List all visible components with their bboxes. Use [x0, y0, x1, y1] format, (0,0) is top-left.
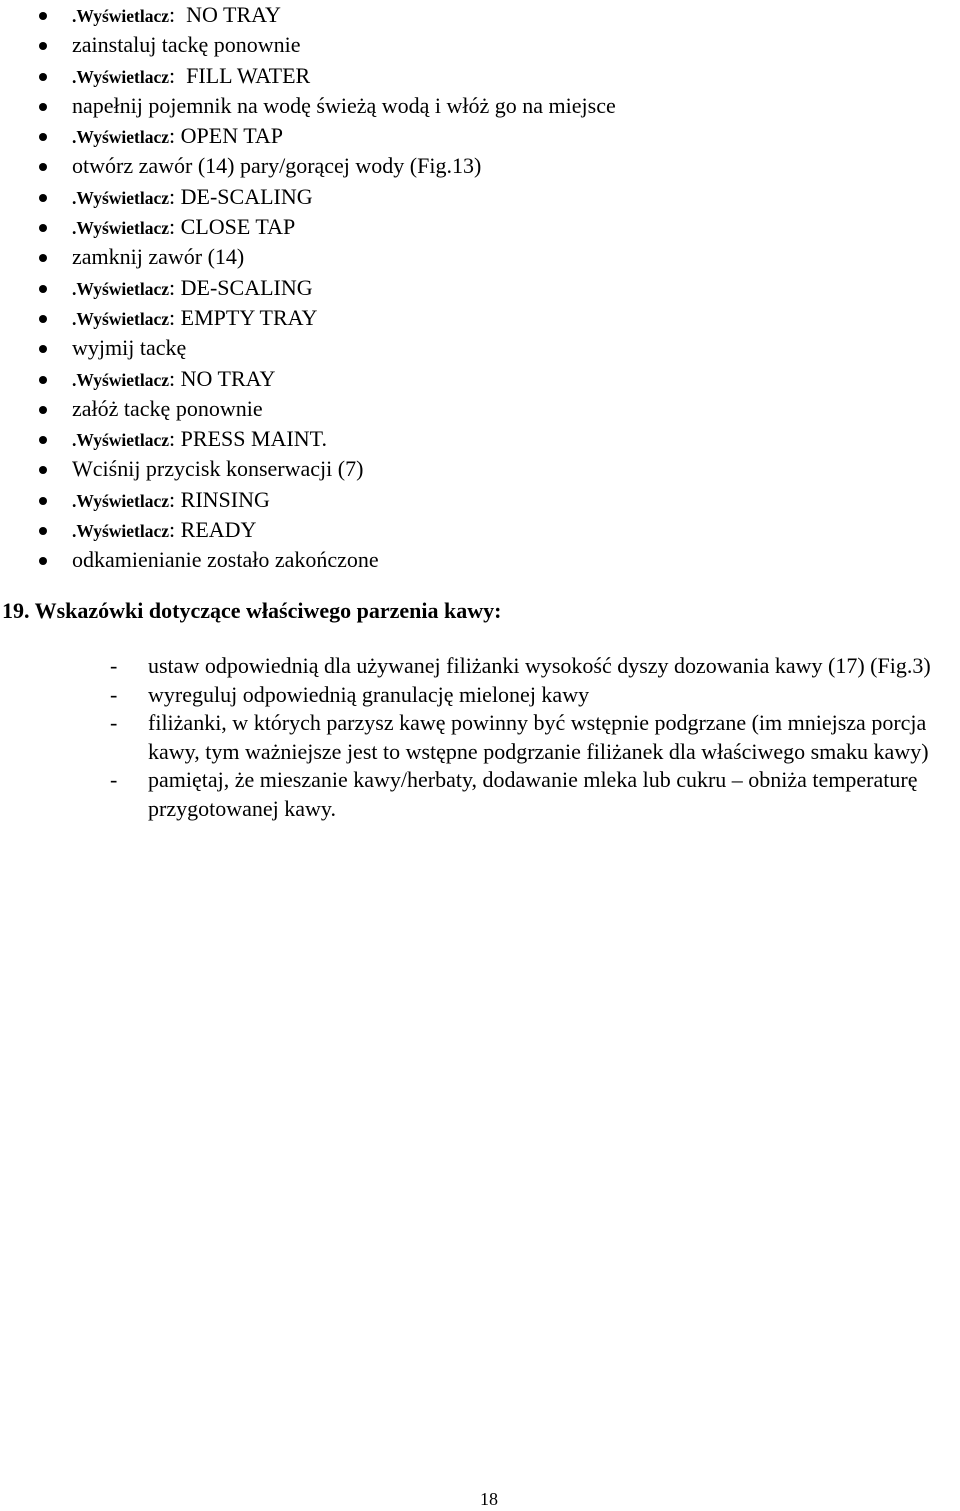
- step-item: [0, 273, 960, 303]
- display-value: PRESS MAINT.: [180, 426, 327, 452]
- bullet-dot-icon: [39, 285, 47, 293]
- display-value: CLOSE TAP: [180, 214, 296, 240]
- step-text: zamknij zawór (14): [72, 244, 245, 270]
- label-separator: :: [169, 183, 181, 209]
- step-text: [72, 121, 283, 152]
- label-separator: :: [169, 123, 181, 149]
- step-item: [0, 121, 960, 151]
- step-item: [0, 242, 960, 272]
- step-text: [72, 0, 281, 31]
- display-value: DE-SCALING: [180, 183, 313, 209]
- label-separator: :: [169, 2, 187, 27]
- step-text: [72, 515, 256, 546]
- tip-item: [0, 766, 960, 823]
- display-value: NO TRAY: [186, 2, 281, 27]
- step-item: [0, 0, 960, 30]
- label-separator: :: [169, 426, 181, 452]
- display-value: DE-SCALING: [180, 274, 313, 300]
- step-text: [72, 61, 310, 92]
- step-item: [0, 61, 960, 91]
- bullet-dot-icon: [39, 376, 47, 384]
- bullet-dot-icon: [39, 345, 47, 353]
- tip-text: pamiętaj, że mieszanie kawy/herbaty, dodawanie mleka lub cukru – obniża temperaturę przygotowanej kawy.: [148, 767, 918, 821]
- step-item: [0, 30, 960, 60]
- step-text: [72, 424, 327, 455]
- display-value: READY: [180, 517, 257, 543]
- bullet-dot-icon: [39, 406, 47, 414]
- section-heading: 19. Wskazówki dotyczące właściwego parzenia kawy:: [2, 598, 502, 623]
- step-text: otwórz zawór (14) pary/gorącej wody (Fig.13): [72, 153, 482, 179]
- dash-marker: -: [110, 653, 118, 678]
- display-label: .Wyświetlacz: [72, 490, 170, 511]
- bullet-dot-icon: [39, 42, 47, 50]
- step-text: napełnij pojemnik na wodę świeżą wodą i włóż go na miejsce: [72, 92, 616, 118]
- step-text: [72, 485, 270, 516]
- brewing-tips-list: [0, 652, 960, 823]
- display-label: .Wyświetlacz: [72, 521, 170, 542]
- step-text: [72, 212, 295, 243]
- step-item: [0, 364, 960, 394]
- tip-text: filiżanki, w których parzysz kawę powinny być wstępnie podgrzane (im mniejsza porcja kawy, tym ważniejsze jest to wstępne podgrzanie filiżanek dla właściwego smaku kawy): [148, 710, 929, 764]
- bullet-dot-icon: [39, 527, 47, 535]
- bullet-dot-icon: [39, 73, 47, 81]
- label-separator: :: [169, 62, 187, 88]
- tip-text: wyreguluj odpowiednią granulację mielonej kawy: [148, 681, 590, 707]
- step-item: [0, 454, 960, 484]
- step-text: [72, 273, 313, 304]
- display-label: .Wyświetlacz: [72, 66, 170, 87]
- bullet-dot-icon: [39, 133, 47, 141]
- step-text: [72, 364, 275, 395]
- step-item: [0, 182, 960, 212]
- step-item: [0, 545, 960, 575]
- bullet-dot-icon: [39, 194, 47, 202]
- display-value: OPEN TAP: [180, 123, 284, 149]
- bullet-dot-icon: [39, 254, 47, 262]
- step-text: odkamienianie zostało zakończone: [72, 547, 379, 573]
- step-text: załóż tackę ponownie: [72, 395, 263, 421]
- dash-marker: -: [110, 681, 118, 707]
- dash-marker: -: [110, 710, 118, 735]
- step-item: [0, 151, 960, 181]
- descaling-steps-list: [0, 0, 960, 576]
- bullet-dot-icon: [39, 12, 47, 20]
- step-text: wyjmij tackę: [72, 335, 187, 361]
- label-separator: :: [169, 486, 181, 512]
- display-value: RINSING: [180, 486, 270, 512]
- bullet-dot-icon: [39, 436, 47, 444]
- label-separator: :: [169, 274, 181, 300]
- label-separator: :: [169, 517, 181, 543]
- bullet-dot-icon: [39, 163, 47, 171]
- step-text: zainstaluj tackę ponownie: [72, 32, 301, 58]
- bullet-dot-icon: [39, 315, 47, 323]
- display-label: .Wyświetlacz: [72, 6, 170, 26]
- step-item: [0, 303, 960, 333]
- display-label: .Wyświetlacz: [72, 308, 170, 329]
- step-item: [0, 485, 960, 515]
- step-text: [72, 182, 313, 213]
- tip-item: [0, 652, 960, 681]
- step-item: [0, 394, 960, 424]
- bullet-dot-icon: [39, 103, 47, 111]
- step-text: [72, 303, 317, 334]
- display-value: NO TRAY: [180, 365, 276, 391]
- display-label: .Wyświetlacz: [72, 218, 170, 239]
- display-label: .Wyświetlacz: [72, 430, 170, 451]
- bullet-dot-icon: [39, 557, 47, 565]
- bullet-dot-icon: [39, 224, 47, 232]
- dash-marker: -: [110, 767, 118, 792]
- display-label: .Wyświetlacz: [72, 369, 170, 390]
- page-number: 18: [480, 1489, 498, 1509]
- label-separator: :: [169, 365, 181, 391]
- tip-text: ustaw odpowiednią dla używanej filiżanki wysokość dyszy dozowania kawy (17) (Fig.3): [148, 653, 931, 678]
- display-label: .Wyświetlacz: [72, 278, 170, 299]
- step-item: [0, 424, 960, 454]
- bullet-dot-icon: [39, 497, 47, 505]
- display-label: .Wyświetlacz: [72, 187, 170, 208]
- label-separator: :: [169, 304, 181, 330]
- step-item: [0, 212, 960, 242]
- tip-item: [0, 709, 960, 766]
- display-value: EMPTY TRAY: [180, 304, 318, 330]
- label-separator: :: [169, 214, 181, 240]
- step-item: [0, 515, 960, 545]
- step-text: Wciśnij przycisk konserwacji (7): [72, 456, 364, 482]
- step-item: [0, 91, 960, 121]
- tip-item: [0, 681, 960, 710]
- display-value: FILL WATER: [186, 62, 311, 88]
- step-item: [0, 333, 960, 363]
- bullet-dot-icon: [39, 466, 47, 474]
- display-label: .Wyświetlacz: [72, 127, 170, 148]
